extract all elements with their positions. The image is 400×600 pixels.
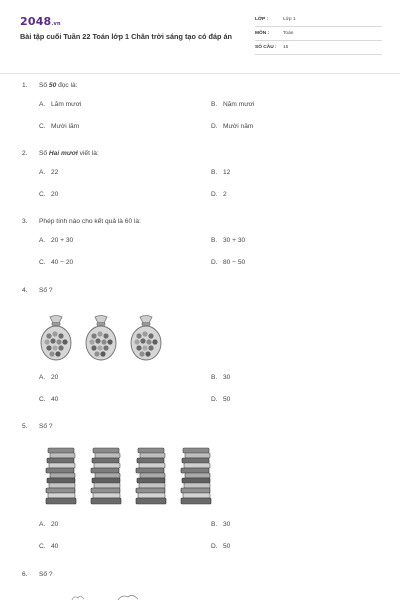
option-b[interactable]: B. 30 [211, 374, 231, 381]
meta-label: MÔN : [255, 31, 270, 36]
question-1 [22, 82, 382, 130]
meta-subject-row [255, 28, 382, 41]
question-text: 6. Số ? [22, 571, 53, 578]
meta-value: 15 [283, 45, 289, 50]
option-d[interactable]: D. 50 [211, 543, 231, 550]
question-text: 3. Phép tính nào cho kết quả là 60 là: [22, 218, 141, 225]
question-text: 2. Số Hai mươi viết là: [22, 150, 99, 157]
meta-label: LỚP : [255, 17, 269, 22]
option-d[interactable]: D. 50 [211, 396, 231, 403]
question-text: 4. Số ? [22, 287, 53, 294]
question-3 [22, 218, 382, 266]
option-c[interactable]: C. 40 [39, 543, 59, 550]
option-d[interactable]: D. 80 − 50 [211, 259, 246, 266]
site-logo[interactable]: 2048.vn [20, 15, 61, 28]
option-b[interactable]: B. Năm mươi [211, 101, 255, 108]
option-c[interactable]: C. 40 − 20 [39, 259, 74, 266]
option-d[interactable]: D. 2 [211, 191, 227, 198]
meta-label: SỐ CÂU : [255, 45, 277, 50]
meta-value: Lớp 1 [283, 17, 296, 22]
question-text: 5. Số ? [22, 423, 53, 430]
option-b[interactable]: B. 12 [211, 169, 231, 176]
option-d[interactable]: D. Mười năm [211, 123, 254, 130]
book-stack-icon [44, 445, 216, 507]
option-c[interactable]: C. 40 [39, 396, 59, 403]
question-6 [22, 571, 382, 581]
option-c[interactable]: C. Mười lăm [39, 123, 80, 130]
option-a[interactable]: A. Lăm mươi [39, 101, 82, 108]
worksheet-header [20, 14, 382, 66]
header-divider [0, 73, 400, 74]
question-2 [22, 150, 382, 198]
meta-count-row [255, 42, 382, 55]
meta-value: Toán [283, 31, 294, 36]
option-c[interactable]: C. 20 [39, 191, 59, 198]
worksheet-meta [255, 14, 382, 56]
partial-picture-icon [60, 592, 180, 600]
question-5 [22, 423, 382, 433]
option-a[interactable]: A. 20 + 30 [39, 237, 74, 244]
meta-class-row [255, 14, 382, 27]
worksheet-title: Bài tập cuối Tuần 22 Toán lớp 1 Chân trời sáng tạo có đáp án [20, 32, 233, 41]
marble-bag-icon [40, 312, 172, 362]
option-a[interactable]: A. 20 [39, 521, 59, 528]
option-a[interactable]: A. 20 [39, 374, 59, 381]
option-a[interactable]: A. 22 [39, 169, 59, 176]
question-text: 1. Số 50 đọc là: [22, 82, 78, 89]
question-4 [22, 287, 382, 297]
option-b[interactable]: B. 30 + 30 [211, 237, 246, 244]
option-b[interactable]: B. 30 [211, 521, 231, 528]
